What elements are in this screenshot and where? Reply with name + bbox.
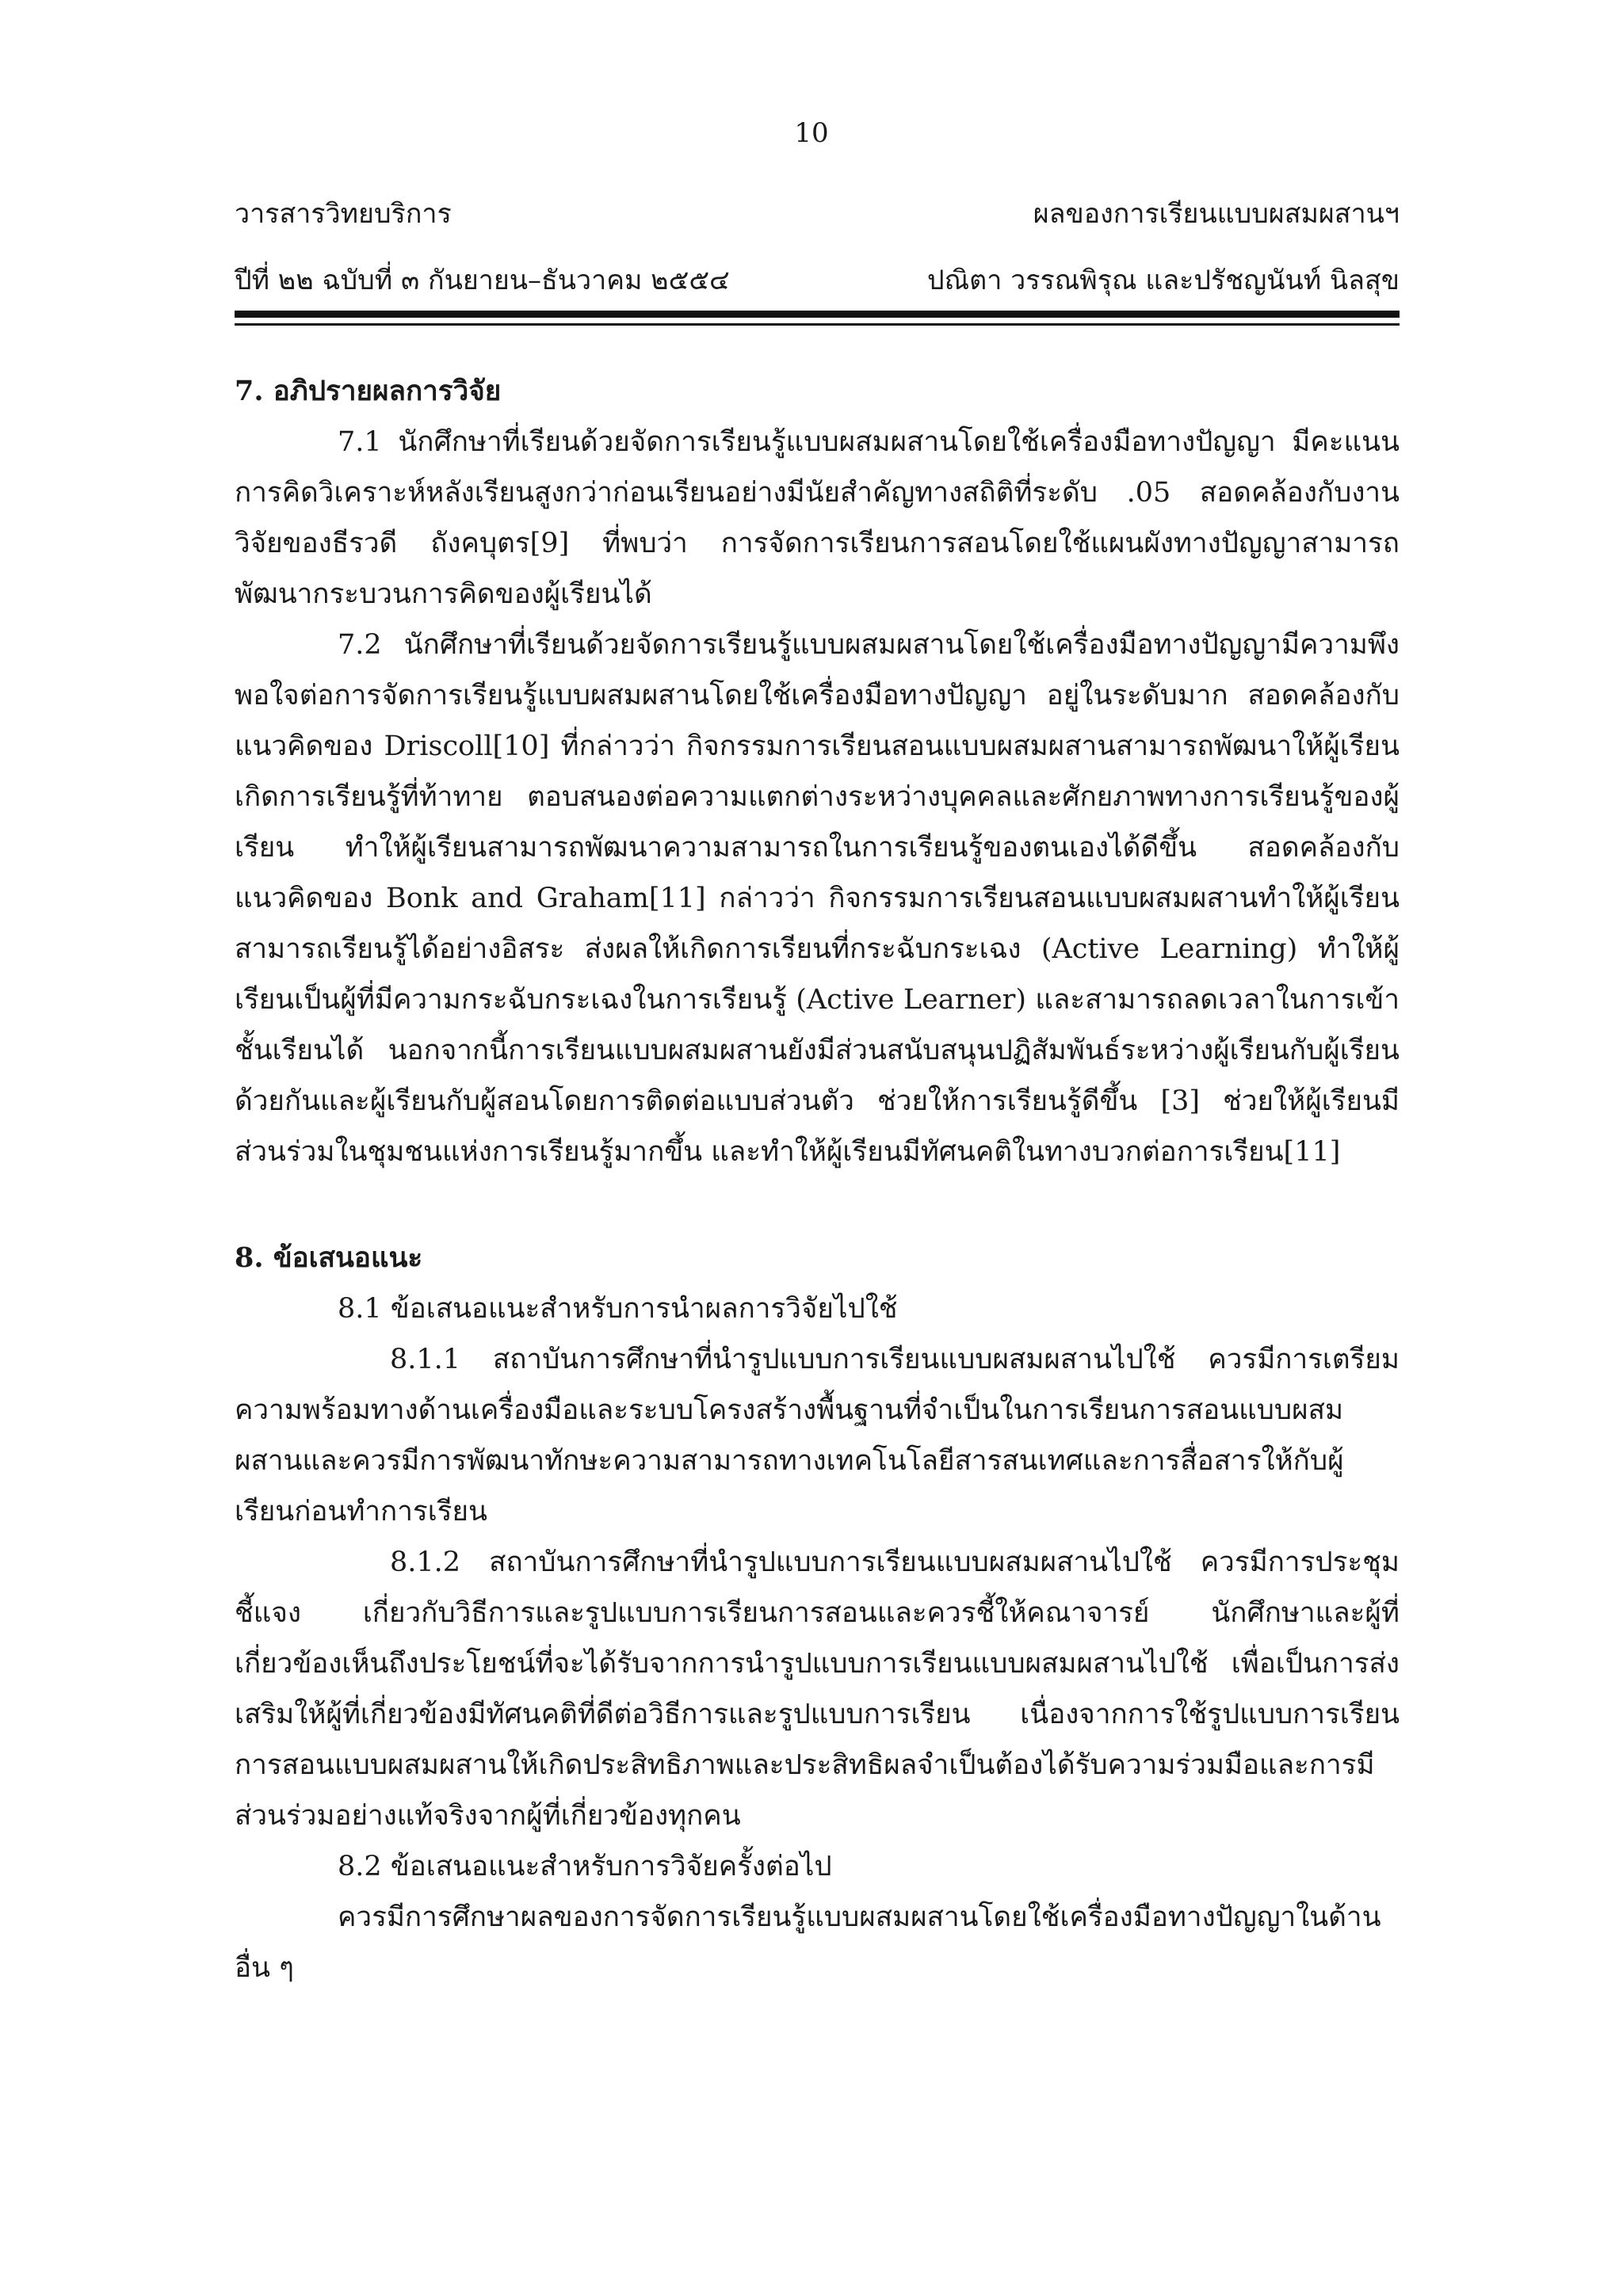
journal-issue: ปีที่ ๒๒ ฉบับที่ ๓ กันยายน–ธันวาคม ๒๕๕๔ — [235, 265, 730, 296]
article-title: ผลของการเรียนแบบผสมผสานฯ — [1033, 198, 1400, 230]
header-rule-thick — [235, 311, 1400, 318]
header-row-1 — [235, 181, 1400, 247]
paragraph-8-1-2: 8.1.2 สถาบันการศึกษาที่นำรูปแบบการเรียนแบบผสมผสานไปใช้ ควรมีการประชุมชี้แจง เกี่ยวกับวิธีการและรูปแบบการเรียนการสอนและควรชี้ให้คณาจารย์ นักศึกษาและผู้ที่เกี่ยวข้องเห็นถึงประโยชน์ที่จะได้รับจากการนำรูปแบบการเรียนแบบผสมผสานไปใช้ เพื่อเป็นการส่งเสริมให้ผู้ที่เกี่ยวข้องมีทัศนคติที่ดีต่อวิธีการและรูปแบบการเรียน เนื่องจากการใช้รูปแบบการเรียนการสอนแบบผสมผสานให้เกิดประสิทธิภาพและประสิทธิผลจำเป็นต้องได้รับความร่วมมือและการมีส่วนร่วมอย่างแท้จริงจากผู้ที่เกี่ยวข้องทุกคน — [235, 1547, 1400, 1832]
paragraph-7-1: 7.1 นักศึกษาที่เรียนด้วยจัดการเรียนรู้แบบผสมผสานโดยใช้เครื่องมือทางปัญญา มีคะแนนการคิดวิเคราะห์หลังเรียนสูงกว่าก่อนเรียนอย่างมีนัยสำคัญทางสถิติที่ระดับ .05 สอดคล้องกับงานวิจัยของธีรวดี ถังคบุตร[9] ที่พบว่า การจัดการเรียนการสอนโดยใช้แผนผังทางปัญญาสามารถพัฒนากระบวนการคิดของผู้เรียนได้ — [235, 426, 1400, 610]
running-header — [235, 181, 1400, 314]
paragraph-8-2: ควรมีการศึกษาผลของการจัดการเรียนรู้แบบผสมผสานโดยใช้เครื่องมือทางปัญญาในด้านอื่น ๆ — [235, 1901, 1381, 1984]
section-8-heading: 8. ข้อเสนอแนะ — [235, 1241, 423, 1274]
subheading-8-2: 8.2 ข้อเสนอแนะสำหรับการวิจัยครั้งต่อไป — [338, 1851, 832, 1882]
subheading-8-1: 8.1 ข้อเสนอแนะสำหรับการนำผลการวิจัยไปใช้ — [338, 1293, 898, 1325]
article-authors: ปณิตา วรรณพิรุณ และปรัชญนันท์ นิลสุข — [927, 265, 1400, 296]
page-number: 10 — [794, 117, 829, 149]
header-rule-thin — [235, 323, 1400, 326]
section-7-heading: 7. อภิปรายผลการวิจัย — [235, 375, 502, 407]
header-row-2 — [235, 247, 1400, 314]
paragraph-8-1-1: 8.1.1 สถาบันการศึกษาที่นำรูปแบบการเรียนแบบผสมผสานไปใช้ ควรมีการเตรียมความพร้อมทางด้านเครื่องมือและระบบโครงสร้างพื้นฐานที่จำเป็นในการเรียนการสอนแบบผสมผสานและควรมีการพัฒนาทักษะความสามารถทางเทคโนโลยีสารสนเทศและการสื่อสารให้กับผู้เรียนก่อนทำการเรียน — [235, 1344, 1400, 1527]
journal-name: วารสารวิทยบริการ — [235, 198, 452, 230]
paragraph-7-2: 7.2 นักศึกษาที่เรียนด้วยจัดการเรียนรู้แบบผสมผสานโดยใช้เครื่องมือทางปัญญามีความพึงพอใจต่อการจัดการเรียนรู้แบบผสมผสานโดยใช้เครื่องมือทางปัญญา อยู่ในระดับมาก สอดคล้องกับแนวคิดของ Driscoll[10] ที่กล่าวว่า กิจกรรมการเรียนสอนแบบผสมผสานสามารถพัฒนาให้ผู้เรียนเกิดการเรียนรู้ที่ท้าทาย ตอบสนองต่อความแตกต่างระหว่างบุคคลและศักยภาพทางการเรียนรู้ของผู้เรียน ทำให้ผู้เรียนสามารถพัฒนาความสามารถในการเรียนรู้ของตนเองได้ดีขึ้น สอดคล้องกับแนวคิดของ Bonk and Graham[11] กล่าวว่า กิจกรรมการเรียนสอนแบบผสมผสานทำให้ผู้เรียนสามารถเรียนรู้ได้อย่างอิสระ ส่งผลให้เกิดการเรียนที่กระฉับกระเฉง (Active Learning) ทำให้ผู้เรียนเป็นผู้ที่มีความกระฉับกระเฉงในการเรียนรู้ (Active Learner) และสามารถลดเวลาในการเข้าชั้นเรียนได้ นอกจากนี้การเรียนแบบผสมผสานยังมีส่วนสนับสนุนปฏิสัมพันธ์ระหว่างผู้เรียนกับผู้เรียนด้วยกันและผู้เรียนกับผู้สอนโดยการติดต่อแบบส่วนตัว ช่วยให้การเรียนรู้ดีขึ้น [3] ช่วยให้ผู้เรียนมีส่วนร่วมในชุมชนแห่งการเรียนรู้มากขึ้น และทำให้ผู้เรียนมีทัศนคติในทางบวกต่อการเรียน[11] — [235, 629, 1400, 1168]
article-body — [235, 366, 1400, 1993]
section-spacer — [235, 1177, 1400, 1233]
